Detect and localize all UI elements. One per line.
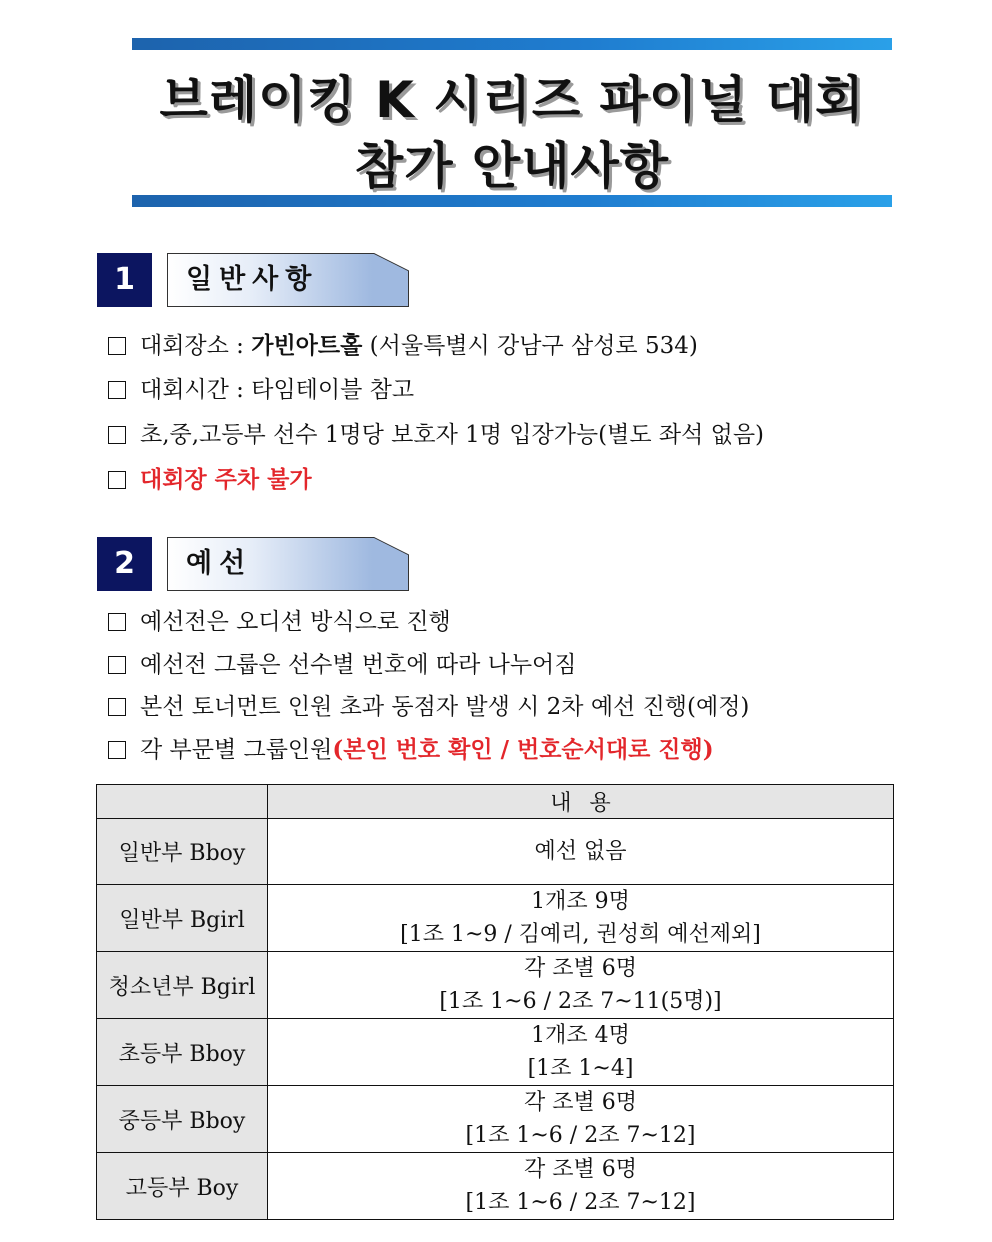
table-cell-content: 각 조별 6명 [1조 1~6 / 2조 7~12] bbox=[268, 1153, 894, 1220]
checkbox-square-icon bbox=[108, 698, 126, 716]
title-bar-bottom bbox=[132, 195, 892, 207]
list-item: 각 부문별 그룹인원(본인 번호 확인 / 번호순서대로 진행) bbox=[108, 735, 714, 765]
table-header-row bbox=[97, 785, 894, 819]
checkbox-square-icon bbox=[108, 426, 126, 444]
table-cell-category: 청소년부 Bgirl bbox=[97, 952, 268, 1019]
section-2-label: 예선 bbox=[186, 548, 253, 579]
table-row bbox=[97, 1019, 894, 1086]
table-cell-category: 중등부 Bboy bbox=[97, 1086, 268, 1153]
table-cell-category: 일반부 Bgirl bbox=[97, 885, 268, 952]
list-item: 대회장소 : 가빈아트홀 (서울특별시 강남구 삼성로 534) bbox=[108, 331, 698, 361]
table-row bbox=[97, 819, 894, 885]
title-line-2: 참가 안내사항 bbox=[354, 137, 670, 195]
checkbox-square-icon bbox=[108, 337, 126, 355]
checkbox-square-icon bbox=[108, 381, 126, 399]
group-table bbox=[96, 784, 894, 1220]
table-cell-content: 1개조 9명 [1조 1~9 / 김예리, 권성희 예선제외] bbox=[268, 885, 894, 952]
list-item: 대회시간 : 타임테이블 참고 bbox=[108, 375, 414, 405]
list-item: 본선 토너먼트 인원 초과 동점자 발생 시 2차 예선 진행(예정) bbox=[108, 692, 749, 722]
list-item: 예선전은 오디션 방식으로 진행 bbox=[108, 607, 451, 637]
table-row bbox=[97, 1153, 894, 1220]
list-item: 초,중,고등부 선수 1명당 보호자 1명 입장가능(별도 좌석 없음) bbox=[108, 420, 764, 450]
checkbox-square-icon bbox=[108, 656, 126, 674]
section-1-label: 일반사항 bbox=[186, 264, 319, 295]
table-cell-content: 1개조 4명 [1조 1~4] bbox=[268, 1019, 894, 1086]
table-cell-content: 예선 없음 bbox=[268, 819, 894, 885]
list-item: 예선전 그룹은 선수별 번호에 따라 나누어짐 bbox=[108, 650, 576, 680]
checkbox-square-icon bbox=[108, 471, 126, 489]
table-header-category bbox=[97, 785, 268, 819]
section-2-label-box bbox=[167, 537, 409, 591]
section-2-header bbox=[97, 537, 409, 591]
table-cell-category: 일반부 Bboy bbox=[97, 819, 268, 885]
table-header-content: 내용 bbox=[268, 785, 894, 819]
table-row bbox=[97, 1086, 894, 1153]
checkbox-square-icon bbox=[108, 613, 126, 631]
table-cell-category: 고등부 Boy bbox=[97, 1153, 268, 1220]
section-1-label-box bbox=[167, 253, 409, 307]
title-line-1: 브레이킹 K 시리즈 파이널 대회 bbox=[159, 71, 865, 129]
table-row bbox=[97, 952, 894, 1019]
folded-corner-icon bbox=[373, 537, 409, 555]
table-cell-content: 각 조별 6명 [1조 1~6 / 2조 7~12] bbox=[268, 1086, 894, 1153]
section-2-number: 2 bbox=[97, 537, 152, 591]
section-1-number: 1 bbox=[97, 253, 152, 307]
section-1-header bbox=[97, 253, 409, 307]
title-banner bbox=[132, 38, 892, 208]
checkbox-square-icon bbox=[108, 741, 126, 759]
table-cell-content: 각 조별 6명 [1조 1~6 / 2조 7~11(5명)] bbox=[268, 952, 894, 1019]
table-row bbox=[97, 885, 894, 952]
list-item: 대회장 주차 불가 bbox=[108, 465, 312, 495]
table-cell-category: 초등부 Bboy bbox=[97, 1019, 268, 1086]
title-bar-top bbox=[132, 38, 892, 50]
folded-corner-icon bbox=[373, 253, 409, 271]
